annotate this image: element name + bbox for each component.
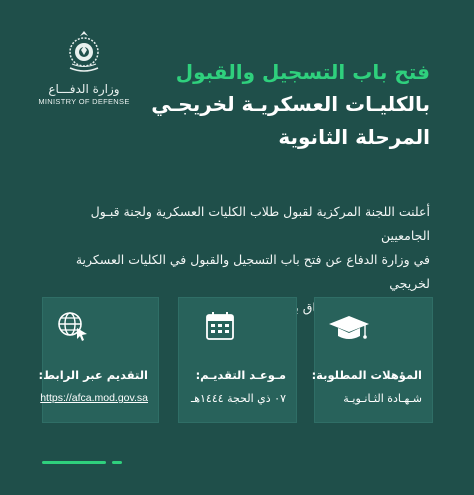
card-qualification-label: المؤهلات المطلوبة: — [311, 368, 422, 382]
card-qualification-value: شـهـادة الثـانـويـة — [343, 392, 422, 405]
ministry-logo — [36, 28, 132, 106]
globe-icon — [55, 310, 91, 342]
headline-line-2: بالكليـات العسكريـة لخريجـي — [151, 92, 430, 116]
card-link-label: التقديم عبر الرابط: — [38, 368, 148, 382]
paragraph-line-1: أعلنت اللجنة المركزية لقبول طلاب الكليات العسكرية ولجنة قبـول الجامعيين — [90, 204, 430, 243]
logo-arabic-name: وزارة الدفـــاع — [48, 82, 120, 96]
calendar-icon — [203, 310, 239, 342]
card-application-link — [38, 297, 159, 423]
graduation-cap-icon — [327, 310, 371, 344]
card-qualifications — [311, 297, 433, 423]
card-date-value: ٠٧ ذي الحجة ١٤٤٤هـ — [190, 392, 286, 405]
card-application-date — [178, 297, 297, 423]
ministry-emblem-icon — [62, 28, 106, 76]
paragraph-line-2: في وزارة الدفاع عن فتح باب التسجيل والقبول في الكليات العسكرية لخريجي — [75, 252, 430, 291]
application-url-link[interactable]: https://afca.mod.gov.sa — [40, 392, 148, 404]
headline-line-1: فتح باب التسجيل والقبول — [175, 60, 430, 84]
headline — [130, 58, 430, 152]
headline-line-3: المرحلة الثانوية — [278, 125, 430, 149]
logo-english-name: MINISTRY OF DEFENSE — [38, 97, 130, 106]
card-date-label: مـوعـد التقديـم: — [195, 368, 286, 382]
decorative-dot — [112, 461, 122, 464]
decorative-dash — [42, 461, 106, 464]
